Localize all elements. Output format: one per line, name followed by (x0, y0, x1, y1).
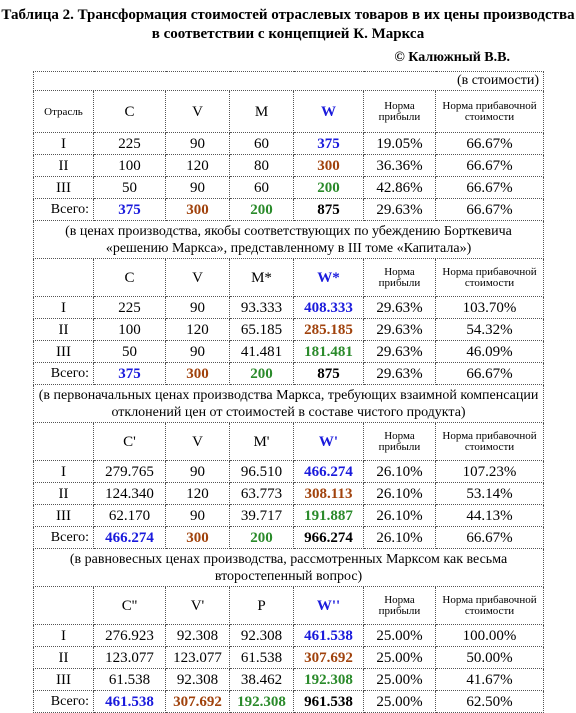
section-3-header-row (34, 423, 544, 461)
section-1-caption: (в стоимости) (34, 72, 544, 91)
table-row (34, 505, 544, 527)
v-cell: 90 (166, 177, 230, 199)
table-row (34, 647, 544, 669)
v-cell: 92.308 (166, 625, 230, 647)
p-cell: 61.538 (230, 647, 294, 669)
m-header: M (230, 91, 294, 133)
profit-cell: 26.10% (364, 505, 436, 527)
c-cell: 375 (94, 363, 166, 385)
profit-cell: 29.63% (364, 363, 436, 385)
transformation-table (33, 71, 544, 713)
profit-cell: 29.63% (364, 319, 436, 341)
c-cell: 279.765 (94, 461, 166, 483)
w-cell: 875 (294, 363, 364, 385)
profit-cell: 26.10% (364, 527, 436, 549)
surplus-cell: 66.67% (436, 133, 544, 155)
p-cell: 92.308 (230, 625, 294, 647)
w-cell: 181.481 (294, 341, 364, 363)
surplus-cell: 46.09% (436, 341, 544, 363)
surplus-cell: 66.67% (436, 363, 544, 385)
w-header: W* (294, 259, 364, 297)
total-row (34, 527, 544, 549)
w-header: W' (294, 423, 364, 461)
c-cell: 466.274 (94, 527, 166, 549)
branch-cell: I (34, 461, 94, 483)
branch-header: Отрасль (34, 91, 94, 133)
v-cell: 120 (166, 483, 230, 505)
p-cell: 38.462 (230, 669, 294, 691)
c-cell: 276.923 (94, 625, 166, 647)
v-cell: 300 (166, 527, 230, 549)
branch-cell: I (34, 625, 94, 647)
branch-cell: III (34, 341, 94, 363)
profit-rate-header: Норма прибыли (364, 587, 436, 625)
w-cell: 966.274 (294, 527, 364, 549)
m-cell: 60 (230, 133, 294, 155)
document-title: Таблица 2. Трансформация стоимостей отраслевых товаров в их цены производства в соответствии с концепцией К. Маркса (1, 7, 575, 42)
section-4-caption-row (34, 549, 544, 587)
surplus-cell: 100.00% (436, 625, 544, 647)
surplus-cell: 50.00% (436, 647, 544, 669)
c-cell: 225 (94, 297, 166, 319)
section-3-caption-row (34, 385, 544, 423)
table-row (34, 669, 544, 691)
profit-cell: 26.10% (364, 483, 436, 505)
m-cell: 200 (230, 199, 294, 221)
w-cell: 961.538 (294, 691, 364, 713)
branch-cell: I (34, 133, 94, 155)
w-cell: 408.333 (294, 297, 364, 319)
c-cell: 375 (94, 199, 166, 221)
section-4-caption: (в равновесных ценах производства, рассмотренных Марксом как весьма второстепенный вопрос) (34, 549, 544, 587)
w-cell: 191.887 (294, 505, 364, 527)
c-cell: 62.170 (94, 505, 166, 527)
table-row (34, 625, 544, 647)
surplus-rate-header: Норма прибавочной стоимости (436, 259, 544, 297)
section-2-caption-row (34, 221, 544, 259)
section-3-caption: (в первоначальных ценах производства Маркса, требующих взаимной компенсации отклонений цен от стоимостей в составе чистого продукта) (34, 385, 544, 423)
m-cell: 93.333 (230, 297, 294, 319)
total-row (34, 199, 544, 221)
profit-cell: 29.63% (364, 199, 436, 221)
surplus-cell: 66.67% (436, 199, 544, 221)
profit-rate-header: Норма прибыли (364, 423, 436, 461)
table-row (34, 177, 544, 199)
c-cell: 225 (94, 133, 166, 155)
total-label: Всего: (34, 363, 94, 385)
v-cell: 120 (166, 155, 230, 177)
p-cell: 192.308 (230, 691, 294, 713)
v-cell: 300 (166, 199, 230, 221)
surplus-rate-header: Норма прибавочной стоимости (436, 91, 544, 133)
total-label: Всего: (34, 199, 94, 221)
m-cell: 96.510 (230, 461, 294, 483)
v-cell: 123.077 (166, 647, 230, 669)
table-row (34, 319, 544, 341)
profit-cell: 36.36% (364, 155, 436, 177)
w-cell: 200 (294, 177, 364, 199)
c-header: C' (94, 423, 166, 461)
v-header: V' (166, 587, 230, 625)
m-header: M* (230, 259, 294, 297)
surplus-rate-header: Норма прибавочной стоимости (436, 587, 544, 625)
v-cell: 307.692 (166, 691, 230, 713)
section-1-caption-row (34, 72, 544, 91)
w-cell: 308.113 (294, 483, 364, 505)
profit-cell: 29.63% (364, 297, 436, 319)
v-header: V (166, 91, 230, 133)
c-cell: 100 (94, 319, 166, 341)
table-row (34, 341, 544, 363)
section-2-caption: (в ценах производства, якобы соответствующих по убеждению Борткевича «решению Маркса», представленному в III томе «Капитала») (34, 221, 544, 259)
w-cell: 307.692 (294, 647, 364, 669)
surplus-cell: 54.32% (436, 319, 544, 341)
surplus-cell: 62.50% (436, 691, 544, 713)
c-header: C (94, 259, 166, 297)
v-cell: 90 (166, 133, 230, 155)
surplus-rate-header: Норма прибавочной стоимости (436, 423, 544, 461)
total-row (34, 691, 544, 713)
profit-rate-header: Норма прибыли (364, 91, 436, 133)
v-cell: 90 (166, 505, 230, 527)
branch-cell: II (34, 483, 94, 505)
total-row (34, 363, 544, 385)
surplus-cell: 44.13% (436, 505, 544, 527)
surplus-cell: 66.67% (436, 527, 544, 549)
c-cell: 123.077 (94, 647, 166, 669)
v-cell: 120 (166, 319, 230, 341)
profit-cell: 25.00% (364, 691, 436, 713)
profit-cell: 25.00% (364, 625, 436, 647)
profit-rate-header: Норма прибыли (364, 259, 436, 297)
surplus-cell: 103.70% (436, 297, 544, 319)
profit-cell: 25.00% (364, 669, 436, 691)
total-label: Всего: (34, 691, 94, 713)
surplus-cell: 53.14% (436, 483, 544, 505)
c-cell: 461.538 (94, 691, 166, 713)
branch-header (34, 587, 94, 625)
c-cell: 50 (94, 341, 166, 363)
surplus-cell: 66.67% (436, 177, 544, 199)
w-cell: 375 (294, 133, 364, 155)
w-header: W'' (294, 587, 364, 625)
m-cell: 60 (230, 177, 294, 199)
branch-cell: I (34, 297, 94, 319)
surplus-cell: 107.23% (436, 461, 544, 483)
v-header: V (166, 423, 230, 461)
branch-cell: III (34, 177, 94, 199)
w-cell: 285.185 (294, 319, 364, 341)
w-cell: 192.308 (294, 669, 364, 691)
section-1-header-row (34, 91, 544, 133)
c-cell: 124.340 (94, 483, 166, 505)
w-cell: 466.274 (294, 461, 364, 483)
table-row (34, 483, 544, 505)
m-header: M' (230, 423, 294, 461)
c-cell: 61.538 (94, 669, 166, 691)
branch-cell: II (34, 155, 94, 177)
branch-cell: II (34, 647, 94, 669)
w-header: W (294, 91, 364, 133)
w-cell: 875 (294, 199, 364, 221)
surplus-cell: 66.67% (436, 155, 544, 177)
c-cell: 100 (94, 155, 166, 177)
c-header: C (94, 91, 166, 133)
v-cell: 92.308 (166, 669, 230, 691)
p-header: P (230, 587, 294, 625)
m-cell: 200 (230, 363, 294, 385)
profit-cell: 19.05% (364, 133, 436, 155)
w-cell: 461.538 (294, 625, 364, 647)
v-cell: 90 (166, 297, 230, 319)
v-cell: 300 (166, 363, 230, 385)
m-cell: 63.773 (230, 483, 294, 505)
branch-cell: II (34, 319, 94, 341)
table-row (34, 297, 544, 319)
table-row (34, 461, 544, 483)
total-label: Всего: (34, 527, 94, 549)
branch-header (34, 423, 94, 461)
m-cell: 65.185 (230, 319, 294, 341)
m-cell: 39.717 (230, 505, 294, 527)
branch-header (34, 259, 94, 297)
m-cell: 41.481 (230, 341, 294, 363)
branch-cell: III (34, 505, 94, 527)
v-header: V (166, 259, 230, 297)
branch-cell: III (34, 669, 94, 691)
profit-cell: 29.63% (364, 341, 436, 363)
author-credit: © Калюжный В.В. (394, 50, 510, 65)
m-cell: 80 (230, 155, 294, 177)
c-header: C'' (94, 587, 166, 625)
profit-cell: 25.00% (364, 647, 436, 669)
section-2-header-row (34, 259, 544, 297)
profit-cell: 42.86% (364, 177, 436, 199)
profit-cell: 26.10% (364, 461, 436, 483)
c-cell: 50 (94, 177, 166, 199)
table-row (34, 133, 544, 155)
v-cell: 90 (166, 341, 230, 363)
section-4-header-row (34, 587, 544, 625)
table-row (34, 155, 544, 177)
m-cell: 200 (230, 527, 294, 549)
surplus-cell: 41.67% (436, 669, 544, 691)
w-cell: 300 (294, 155, 364, 177)
v-cell: 90 (166, 461, 230, 483)
